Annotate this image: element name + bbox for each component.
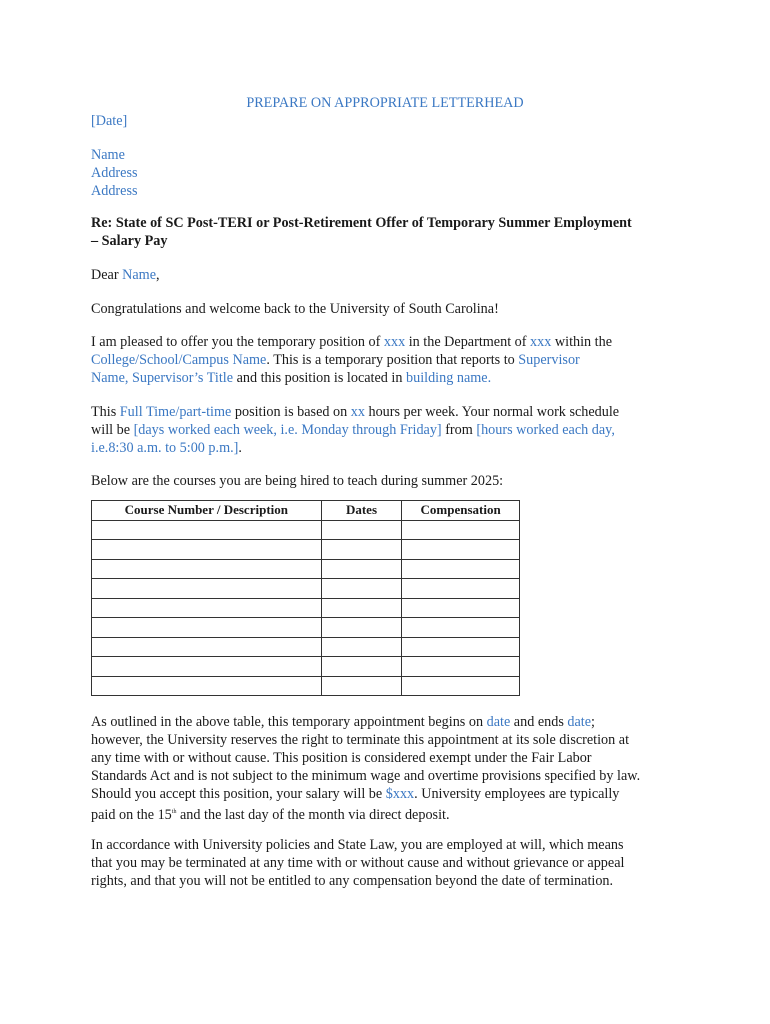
table-row xyxy=(92,559,520,579)
recipient-name: Name xyxy=(91,147,125,163)
compensation-cell xyxy=(402,520,520,540)
course-table-header-row xyxy=(92,501,520,521)
dates-cell xyxy=(321,657,402,677)
at-will-line-2: that you may be terminated at any time with or without cause and without grievance or appeal xyxy=(91,855,625,871)
appointment-text-2: and ends xyxy=(510,714,568,730)
dates-cell xyxy=(321,637,402,657)
appointment-line-3: any time with or without cause. This position is considered exempt under the Fair Labor xyxy=(91,750,592,766)
table-row xyxy=(92,598,520,618)
header-compensation: Compensation xyxy=(402,501,520,521)
supervisor-placeholder-b: Name, Supervisor’s Title xyxy=(91,370,234,386)
table-row xyxy=(92,520,520,540)
position-text-1: I am pleased to offer you the temporary position of xyxy=(91,334,384,350)
ordinal-suffix: th xyxy=(171,809,177,815)
compensation-cell xyxy=(402,637,520,657)
course-cell xyxy=(92,637,322,657)
course-table xyxy=(91,500,520,696)
subject-line-2: – Salary Pay xyxy=(91,233,168,249)
salary-placeholder: $xxx xyxy=(385,786,415,802)
appointment-line-4: Standards Act and is not subject to the minimum wage and overtime provisions specified by law. xyxy=(91,768,641,784)
schedule-text-3: hours per week. Your normal work schedule xyxy=(364,404,620,420)
course-cell xyxy=(92,559,322,579)
schedule-paragraph xyxy=(91,403,681,457)
table-row xyxy=(92,676,520,696)
table-row xyxy=(92,579,520,599)
salutation-prefix: Dear xyxy=(91,267,123,283)
course-cell xyxy=(92,657,322,677)
supervisor-placeholder-a: Supervisor xyxy=(518,352,580,368)
welcome-paragraph: Congratulations and welcome back to the University of South Carolina! xyxy=(91,301,499,317)
dates-cell xyxy=(321,618,402,638)
schedule-text-1: This xyxy=(91,404,120,420)
header-course: Course Number / Description xyxy=(92,501,322,521)
dates-cell xyxy=(321,559,402,579)
course-cell xyxy=(92,676,322,696)
appointment-line-5a: Should you accept this position, your salary will be xyxy=(91,786,386,802)
dates-cell xyxy=(321,598,402,618)
dates-cell xyxy=(321,579,402,599)
salutation-suffix: , xyxy=(156,267,160,283)
subject-line-1: Re: State of SC Post-TERI or Post-Retirement Offer of Temporary Summer Employment xyxy=(91,215,632,231)
compensation-cell xyxy=(402,579,520,599)
department-placeholder: xxx xyxy=(530,334,552,350)
position-text-2: in the Department of xyxy=(405,334,531,350)
table-row xyxy=(92,657,520,677)
recipient-block xyxy=(91,146,681,200)
at-will-line-1: In accordance with University policies and State Law, you are employed at will, which means xyxy=(91,837,624,853)
compensation-cell xyxy=(402,540,520,560)
end-date-placeholder: date xyxy=(567,714,592,730)
schedule-text-4: will be xyxy=(91,422,134,438)
appointment-line-2: however, the University reserves the right to terminate this appointment at its sole discretion at xyxy=(91,732,630,748)
course-table-body xyxy=(92,520,520,696)
compensation-cell xyxy=(402,676,520,696)
compensation-cell xyxy=(402,559,520,579)
table-row xyxy=(92,618,520,638)
compensation-cell xyxy=(402,657,520,677)
salutation xyxy=(91,266,681,284)
dates-cell xyxy=(321,676,402,696)
recipient-address-1: Address xyxy=(91,165,138,181)
employment-type-placeholder: Full Time/part-time xyxy=(119,404,232,420)
date-placeholder: [Date] xyxy=(91,113,128,129)
appointment-line-6b: and the last day of the month via direct deposit. xyxy=(176,807,450,823)
start-date-placeholder: date xyxy=(486,714,511,730)
appointment-line-6a: paid on the 15 xyxy=(91,807,172,823)
letterhead-note: PREPARE ON APPROPRIATE LETTERHEAD xyxy=(246,95,524,111)
appointment-text-1: As outlined in the above table, this temporary appointment begins on xyxy=(91,714,487,730)
dates-cell xyxy=(321,540,402,560)
course-cell xyxy=(92,618,322,638)
compensation-cell xyxy=(402,598,520,618)
position-text-5: and this position is located in xyxy=(233,370,407,386)
daily-hours-placeholder-b: i.e.8:30 a.m. to 5:00 p.m.] xyxy=(91,440,239,456)
position-text-3: within the xyxy=(551,334,613,350)
schedule-text-5: from xyxy=(441,422,477,438)
position-paragraph xyxy=(91,333,681,387)
at-will-paragraph xyxy=(91,836,681,890)
recipient-address-2: Address xyxy=(91,183,138,199)
appointment-text-3: ; xyxy=(591,714,595,730)
table-row xyxy=(92,540,520,560)
hours-placeholder: xx xyxy=(350,404,365,420)
course-cell xyxy=(92,579,322,599)
appointment-paragraph xyxy=(91,713,681,824)
table-row xyxy=(92,637,520,657)
at-will-line-3: rights, and that you will not be entitled to any compensation beyond the date of termination. xyxy=(91,873,614,889)
schedule-text-2: position is based on xyxy=(231,404,351,420)
appointment-line-5b: . University employees are typically xyxy=(414,786,620,802)
salutation-name: Name xyxy=(122,267,157,283)
course-cell xyxy=(92,598,322,618)
college-placeholder: College/School/Campus Name xyxy=(91,352,267,368)
position-title-placeholder: xxx xyxy=(383,334,406,350)
course-cell xyxy=(92,520,322,540)
courses-intro: Below are the courses you are being hired to teach during summer 2025: xyxy=(91,473,504,489)
daily-hours-placeholder-a: [hours worked each day, xyxy=(476,422,615,438)
position-text-4: . This is a temporary position that reports to xyxy=(266,352,519,368)
subject-line xyxy=(91,214,681,250)
compensation-cell xyxy=(402,618,520,638)
building-placeholder: building name. xyxy=(406,370,492,386)
header-dates: Dates xyxy=(321,501,402,521)
dates-cell xyxy=(321,520,402,540)
days-placeholder: [days worked each week, i.e. Monday through Friday] xyxy=(133,422,442,438)
course-cell xyxy=(92,540,322,560)
schedule-text-6: . xyxy=(238,440,242,456)
